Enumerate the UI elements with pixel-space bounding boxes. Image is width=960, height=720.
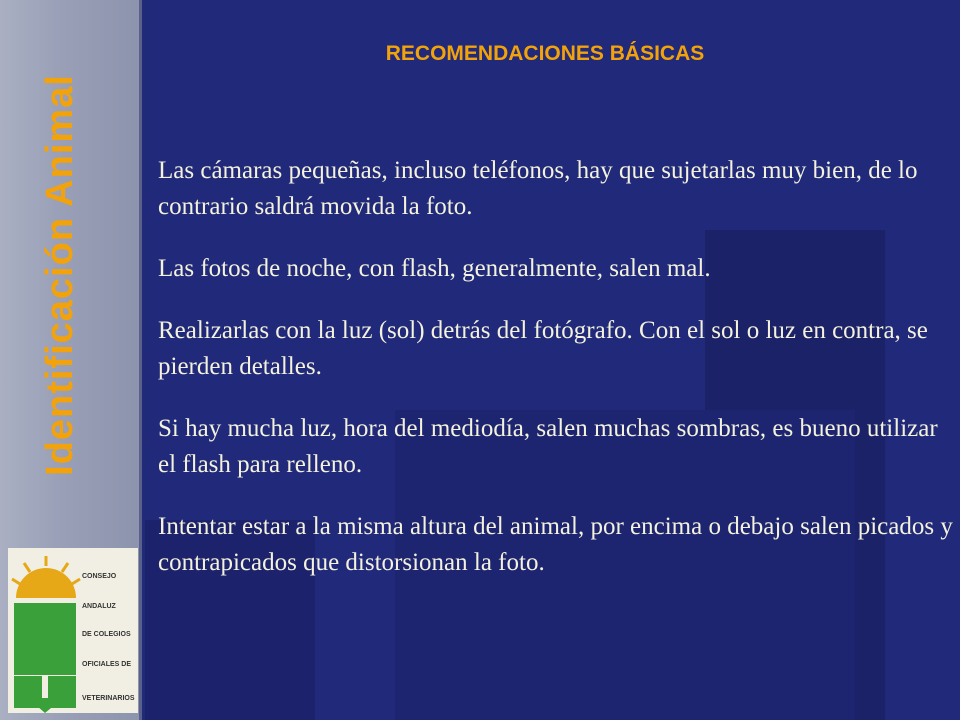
logo-line-1: CONSEJO — [82, 573, 117, 580]
logo-line-4: OFICIALES DE — [82, 661, 132, 668]
paragraph-3: Realizarlas con la luz (sol) detrás del fotógrafo. Con el sol o luz en contra, se pierden detalles. — [158, 317, 928, 380]
paragraph-1: Las cámaras pequeñas, incluso teléfonos, hay que sujetarlas muy bien, de lo contrario saldrá movida la foto. — [158, 157, 918, 220]
slide-body — [158, 153, 958, 607]
logo-line-5: VETERINARIOS — [82, 695, 135, 702]
logo-line-2: ANDALUZ — [82, 603, 116, 610]
vertical-title: Identificación Animal — [38, 74, 81, 476]
paragraph-2: Las fotos de noche, con flash, generalmente, salen mal. — [158, 255, 711, 282]
paragraph-5: Intentar estar a la misma altura del animal, por encima o debajo salen picados y contrapicados que distorsionan la foto. — [158, 513, 953, 576]
logo-graphic — [8, 548, 138, 713]
slide-title: RECOMENDACIONES BÁSICAS — [385, 42, 705, 65]
council-logo — [8, 548, 138, 713]
logo-line-3: DE COLEGIOS — [82, 631, 131, 638]
paragraph-4: Si hay mucha luz, hora del mediodía, salen muchas sombras, es bueno utilizar el flash para relleno. — [158, 415, 938, 478]
